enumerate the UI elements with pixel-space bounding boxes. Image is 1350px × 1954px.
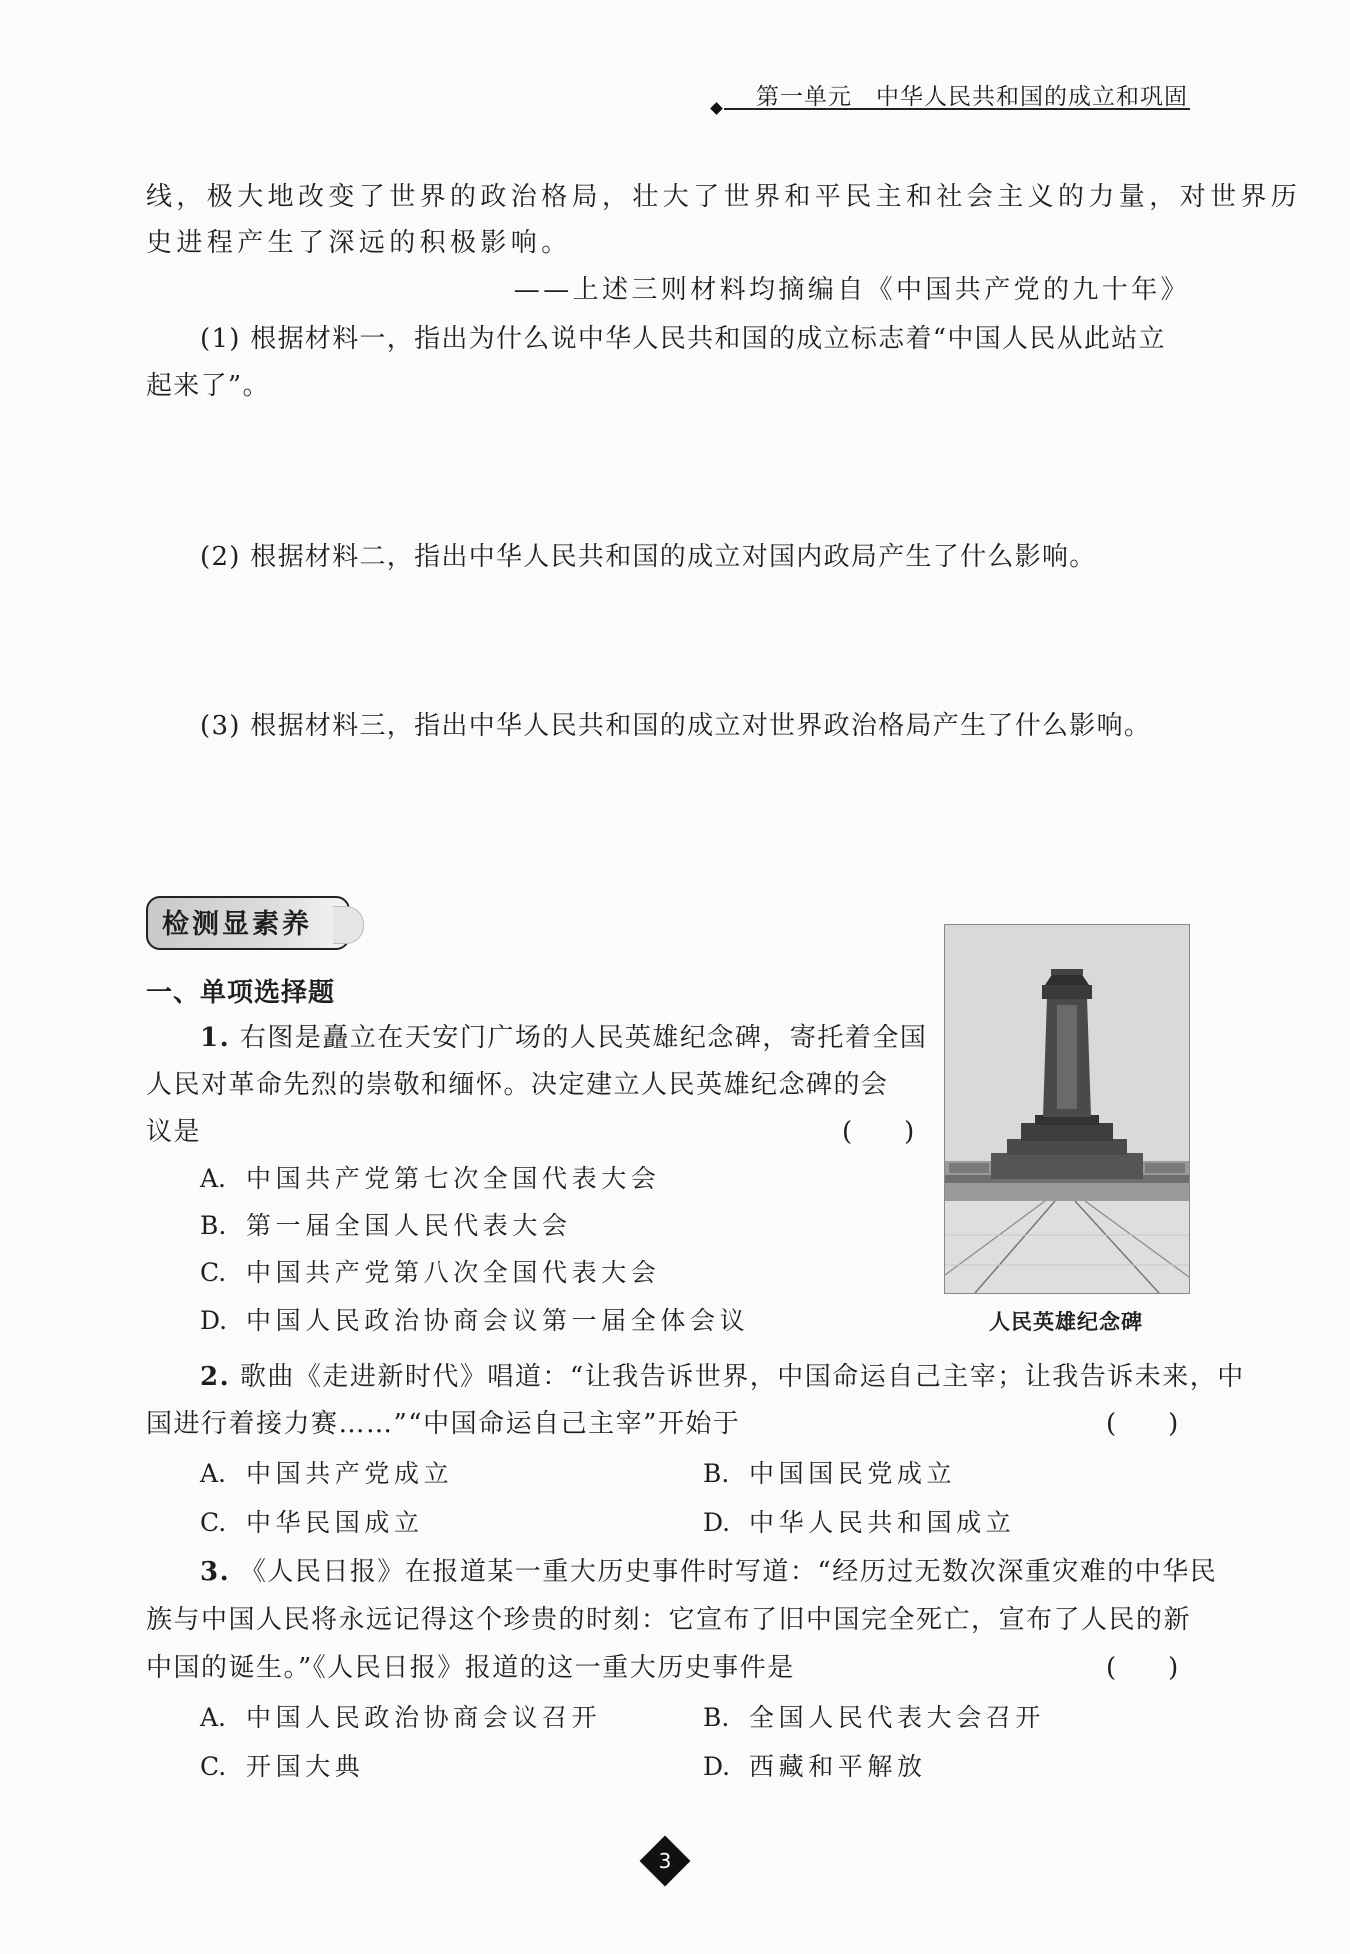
option-letter: C. — [200, 1508, 227, 1537]
mc-q1-option-d — [200, 1304, 749, 1338]
mc-q3-option-d — [703, 1750, 927, 1784]
mc-q1-line-1-text: 右图是矗立在天安门广场的人民英雄纪念碑，寄托着全国 — [239, 1023, 928, 1053]
running-header — [712, 78, 1190, 118]
mc-q3-line-1 — [200, 1555, 1217, 1589]
option-letter: A. — [200, 1459, 227, 1488]
header-title: 中华人民共和国的成立和巩固 — [876, 84, 1188, 110]
mc-q2-line-1 — [200, 1360, 1245, 1394]
mc-q3-answer-bracket: ( ) — [1106, 1653, 1179, 1683]
mc-q2-option-c — [200, 1506, 424, 1540]
question-1-line-2: 起来了”。 — [146, 371, 270, 401]
option-text: 开国大典 — [246, 1752, 365, 1781]
option-letter: D. — [703, 1508, 731, 1537]
material-line-2: 史进程产生了深远的积极影响。 — [146, 228, 572, 258]
mc-q1-option-b — [200, 1209, 572, 1243]
option-letter: B. — [703, 1459, 730, 1488]
mc-q1-line-3: 议是 — [146, 1117, 202, 1147]
option-text: 中华民国成立 — [246, 1508, 424, 1537]
mc-q1-line-1 — [200, 1021, 927, 1055]
mc-q2-number: 2. — [200, 1362, 231, 1392]
option-text: 中国人民政治协商会议召开 — [246, 1703, 602, 1732]
option-text: 中国共产党第七次全国代表大会 — [246, 1164, 661, 1193]
mc-q2-option-b — [703, 1457, 956, 1491]
option-text: 西藏和平解放 — [749, 1752, 927, 1781]
option-text: 第一届全国人民代表大会 — [246, 1211, 572, 1240]
option-text: 全国人民代表大会召开 — [749, 1703, 1046, 1732]
question-1-line-1: (1) 根据材料一，指出为什么说中华人民共和国的成立标志着“中国人民从此站立 — [200, 324, 1166, 354]
page-number: 3 — [658, 1849, 672, 1873]
option-text: 中国人民政治协商会议第一届全体会议 — [246, 1306, 750, 1335]
section-title: 检测显素养 — [162, 909, 312, 940]
section-title-badge — [146, 896, 350, 950]
option-letter: A. — [200, 1164, 227, 1193]
mc-q2-answer-bracket: ( ) — [1106, 1409, 1179, 1439]
option-letter: D. — [703, 1752, 731, 1781]
option-letter: C. — [200, 1258, 227, 1287]
option-letter: B. — [200, 1211, 227, 1240]
mc-q1-option-c — [200, 1256, 660, 1290]
mc-q2-option-a — [200, 1457, 453, 1491]
material-source: ——上述三则材料均摘编自《中国共产党的九十年》 — [513, 275, 1190, 305]
mc-q3-line-1-text: 《人民日报》在报道某一重大历史事件时写道：“经历过无数次深重灾难的中华民 — [239, 1557, 1218, 1587]
monument-illustration — [945, 925, 1189, 1293]
option-letter: A. — [200, 1703, 227, 1732]
mc-q2-option-d — [703, 1506, 1015, 1540]
diamond-icon — [710, 102, 723, 115]
option-text: 中国共产党成立 — [246, 1459, 454, 1488]
mc-q3-line-3: 中国的诞生。”《人民日报》报道的这一重大历史事件是 — [146, 1653, 795, 1683]
material-line-1: 线，极大地改变了世界的政治格局，壮大了世界和平民主和社会主义的力量，对世界历 — [146, 182, 1302, 212]
mc-q1-answer-bracket: ( ) — [842, 1117, 915, 1147]
mc-q3-option-b — [703, 1701, 1045, 1735]
mc-q1-number: 1. — [200, 1023, 231, 1053]
badge-tail — [333, 906, 364, 944]
option-letter: B. — [703, 1703, 730, 1732]
mc-q3-number: 3. — [200, 1557, 231, 1587]
question-3: (3) 根据材料三，指出中华人民共和国的成立对世界政治格局产生了什么影响。 — [200, 711, 1152, 741]
option-text: 中国国民党成立 — [749, 1459, 957, 1488]
mc-q3-option-c — [200, 1750, 364, 1784]
monument-photo — [944, 924, 1190, 1294]
option-letter: D. — [200, 1306, 228, 1335]
option-letter: C. — [200, 1752, 227, 1781]
question-2: (2) 根据材料二，指出中华人民共和国的成立对国内政局产生了什么影响。 — [200, 542, 1097, 572]
mc-q3-line-2: 族与中国人民将永远记得这个珍贵的时刻：它宣布了旧中国完全死亡，宣布了人民的新 — [146, 1605, 1192, 1635]
figure-caption: 人民英雄纪念碑 — [989, 1310, 1143, 1334]
option-text: 中华人民共和国成立 — [749, 1508, 1016, 1537]
mc-q3-option-a — [200, 1701, 601, 1735]
mc-q1-line-2: 人民对革命先烈的崇敬和缅怀。决定建立人民英雄纪念碑的会 — [146, 1070, 889, 1100]
header-text — [756, 78, 1188, 111]
section-subhead: 一、单项选择题 — [146, 978, 336, 1008]
mc-q2-line-2: 国进行着接力赛……”“中国命运自己主宰”开始于 — [146, 1409, 741, 1439]
mc-q2-line-1-text: 歌曲《走进新时代》唱道：“让我告诉世界，中国命运自己主宰；让我告诉未来，中 — [239, 1362, 1245, 1392]
mc-q1-option-a — [200, 1162, 660, 1196]
page-number-badge — [640, 1836, 690, 1886]
option-text: 中国共产党第八次全国代表大会 — [246, 1258, 661, 1287]
header-unit: 第一单元 — [756, 84, 852, 110]
